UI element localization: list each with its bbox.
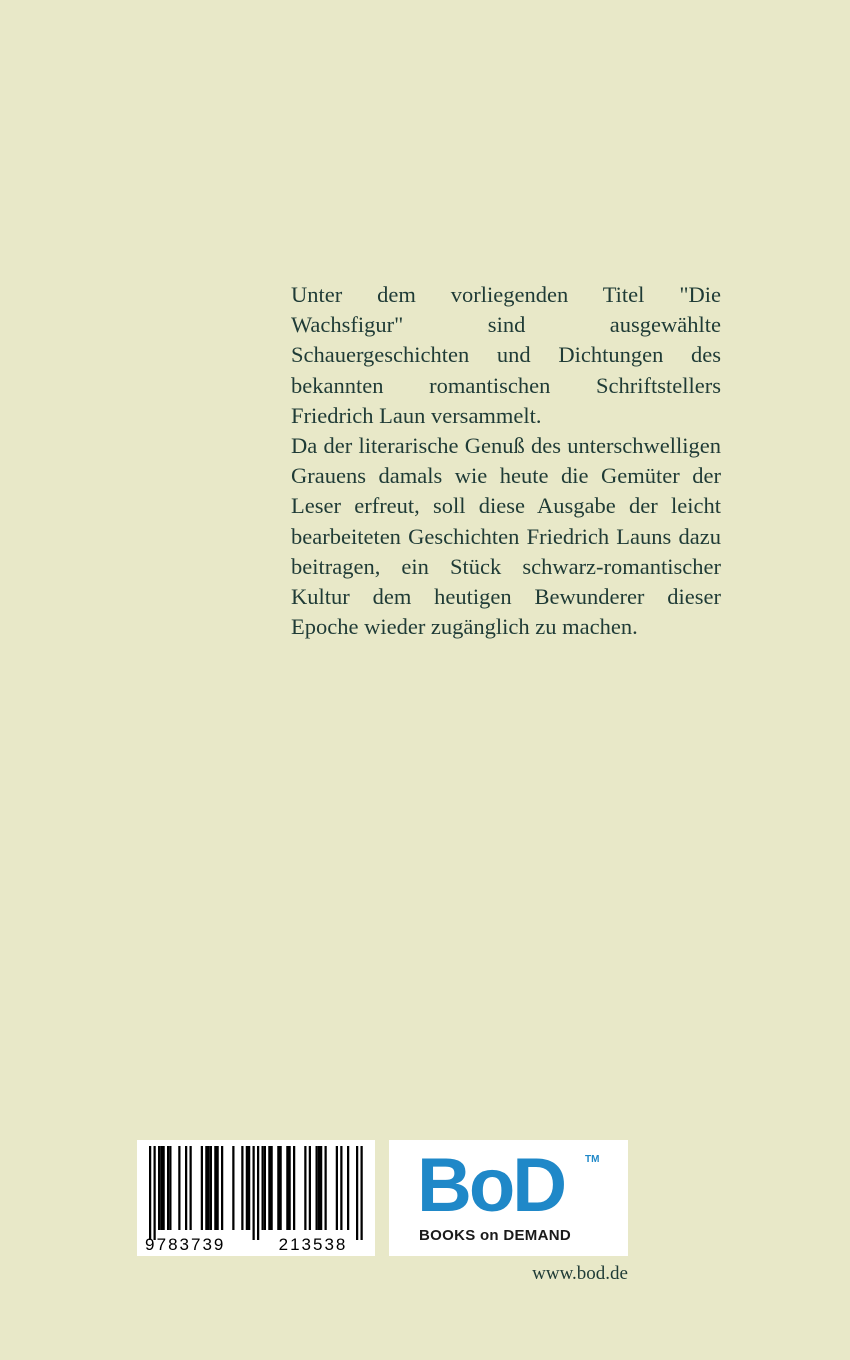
barcode-bar	[190, 1146, 192, 1230]
barcode-digits-right: 213538	[278, 1235, 348, 1254]
barcode-bar	[347, 1146, 349, 1230]
barcode-graphic	[137, 1140, 375, 1256]
barcode-bar	[248, 1146, 250, 1230]
barcode-bar	[241, 1146, 243, 1230]
trademark-mark: TM	[585, 1154, 600, 1165]
barcode-bar	[316, 1146, 318, 1230]
barcode-bar	[318, 1146, 320, 1230]
barcode-bar	[271, 1146, 273, 1230]
barcode-bar	[208, 1146, 210, 1230]
barcode-bar	[336, 1146, 338, 1230]
publisher-tagline: BOOKS on DEMAND	[419, 1227, 571, 1244]
barcode-bar	[356, 1146, 358, 1240]
blurb-paragraph-2: Da der literarische Genuß des unterschwelligen Grauens damals wie heute die Gemüter der Leser erfreut, soll diese Ausgabe der leicht bearbeiteten Geschichten Friedrich Launs dazu beitragen, ein Stück schwarz-romantischer Kultur dem heutigen Bewunderer dieser Epoche wieder zugänglich zu machen.	[291, 433, 721, 640]
barcode-bar	[289, 1146, 291, 1230]
barcode-bar	[246, 1146, 248, 1230]
barcode-bar	[178, 1146, 180, 1230]
barcode-bar	[169, 1146, 171, 1230]
barcode-bar	[210, 1146, 212, 1230]
barcode-bar	[214, 1146, 216, 1230]
barcode-bar	[361, 1146, 363, 1240]
barcode-bar	[264, 1146, 266, 1230]
barcode-bar	[293, 1146, 295, 1230]
barcode-bar	[149, 1146, 151, 1240]
barcode-bar	[167, 1146, 169, 1230]
barcode-bar	[280, 1146, 282, 1230]
barcode-bar	[221, 1146, 223, 1230]
barcode-bar	[262, 1146, 264, 1230]
back-cover-blurb	[291, 280, 721, 642]
barcode-bar	[232, 1146, 234, 1230]
barcode-bar	[268, 1146, 270, 1230]
barcode-bar	[320, 1146, 322, 1230]
barcode-bar	[340, 1146, 342, 1230]
barcode-bar	[185, 1146, 187, 1230]
barcode-bar	[163, 1146, 165, 1230]
barcode-bar	[257, 1146, 259, 1240]
barcode-bar	[286, 1146, 288, 1230]
barcode-bar	[217, 1146, 219, 1230]
publisher-logo-box	[389, 1140, 628, 1256]
barcode-bar	[325, 1146, 327, 1230]
publisher-website: www.bod.de	[532, 1263, 628, 1284]
barcode-bar	[158, 1146, 160, 1230]
barcode-bar	[277, 1146, 279, 1230]
barcode-bar	[253, 1146, 255, 1240]
barcode-bar	[160, 1146, 162, 1230]
barcode-lead-digit: 9	[145, 1235, 155, 1254]
bod-logo: BoD	[417, 1143, 565, 1228]
isbn-barcode	[137, 1140, 375, 1256]
blurb-paragraph-1: Unter dem vorliegenden Titel "Die Wachsfigur" sind ausgewählte Schauergeschichten und Dichtungen des bekannten romantischen Schriftstellers Friedrich Laun versammelt.	[291, 282, 721, 428]
barcode-bar	[304, 1146, 306, 1230]
barcode-bar	[205, 1146, 207, 1230]
barcode-bar	[154, 1146, 156, 1240]
barcode-bar	[201, 1146, 203, 1230]
barcode-digits-left: 783739	[156, 1235, 226, 1254]
barcode-bar	[309, 1146, 311, 1230]
